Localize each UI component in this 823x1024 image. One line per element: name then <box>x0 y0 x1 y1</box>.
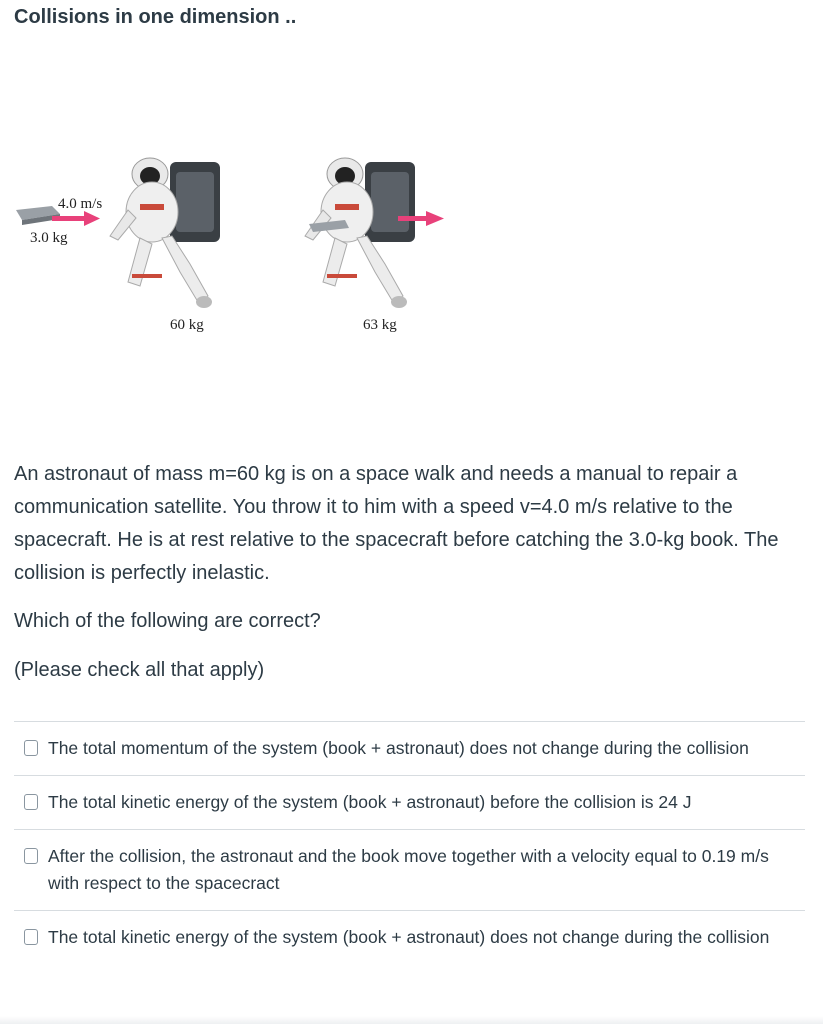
astronaut-after <box>305 158 415 308</box>
bottom-divider <box>0 1016 823 1024</box>
answer-label: The total kinetic energy of the system (book + astronaut) before the collision is 24 J <box>48 792 692 812</box>
checkbox[interactable] <box>24 848 38 864</box>
speed-label: 4.0 m/s <box>58 196 103 212</box>
astronaut-after-mass-label: 63 kg <box>363 317 397 333</box>
answer-label: The total momentum of the system (book + astronaut) does not change during the collision <box>48 738 749 758</box>
answer-option[interactable] <box>14 721 805 775</box>
answer-label: The total kinetic energy of the system (book + astronaut) does not change during the collision <box>48 927 770 947</box>
checkbox[interactable] <box>24 740 38 756</box>
book-before <box>16 206 60 225</box>
book-mass-label: 3.0 kg <box>30 230 68 246</box>
collision-figure <box>0 140 460 350</box>
question-prompt: Which of the following are correct? <box>14 610 321 632</box>
answer-option[interactable] <box>14 775 805 829</box>
astronaut-before <box>110 158 220 308</box>
answer-option[interactable] <box>14 829 805 910</box>
checkbox[interactable] <box>24 929 38 945</box>
checkbox[interactable] <box>24 794 38 810</box>
answer-label: After the collision, the astronaut and the book move together with a velocity equal to 0.19 m/s with respect to the spacecract <box>48 846 769 893</box>
astronaut-before-mass-label: 60 kg <box>170 317 204 333</box>
answer-list <box>14 721 805 964</box>
question-instruction: (Please check all that apply) <box>14 659 265 681</box>
answer-option[interactable] <box>14 910 805 964</box>
page-title: Collisions in one dimension .. <box>14 6 297 28</box>
question-text: An astronaut of mass m=60 kg is on a space walk and needs a manual to repair a communication satellite. You throw it to him with a speed v=4.0 m/s relative to the spacecraft. He is at rest relative to the spacecraft before catching the 3.0-kg book. The collision is perfectly inelastic. <box>14 463 779 584</box>
